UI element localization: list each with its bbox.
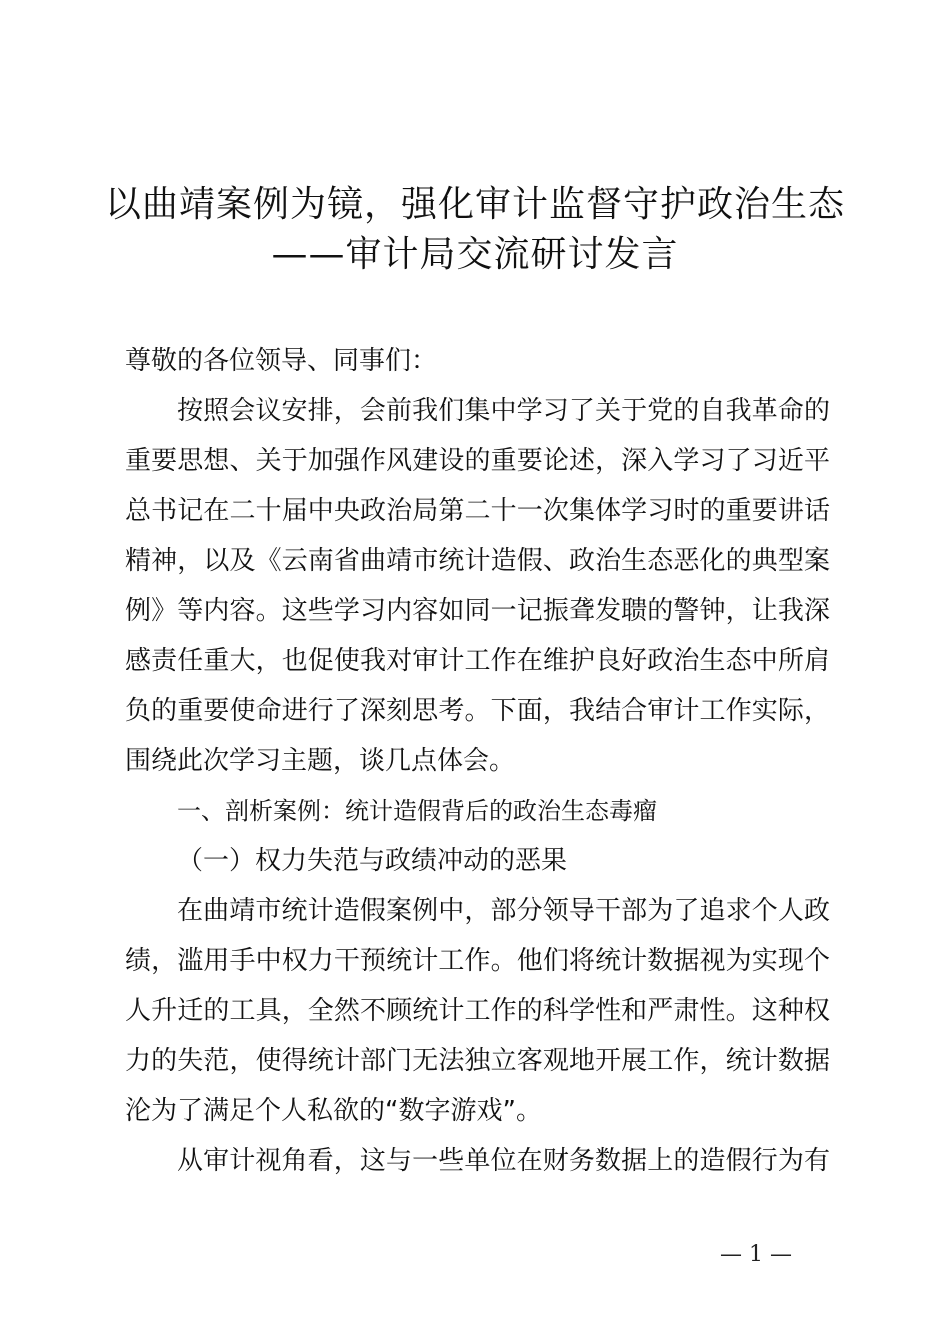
section-heading: 一、剖析案例：统计造假背后的政治生态毒瘤 — [177, 797, 657, 825]
subsection-heading: （一）权力失范与政绩冲动的恶果 — [177, 846, 568, 876]
paragraph-line: 按照会议安排，会前我们集中学习了关于党的自我革命的 — [177, 396, 830, 426]
paragraph-line: 总书记在二十届中央政治局第二十一次集体学习时的重要讲话 — [125, 496, 830, 526]
paragraph-line: 例》等内容。这些学习内容如同一记振聋发聩的警钟，让我深 — [125, 596, 830, 626]
paragraph-line: 绩，滥用手中权力干预统计工作。他们将统计数据视为实现个 — [125, 946, 830, 976]
title-main: 以曲靖案例为镜，强化审计监督守护政治生态 — [104, 184, 845, 225]
audit-paragraph — [125, 1136, 830, 1186]
document-body — [125, 336, 830, 1186]
paragraph-line: 人升迁的工具，全然不顾统计工作的科学性和严肃性。这种权 — [125, 996, 830, 1026]
page-number: — 1 — — [720, 1242, 792, 1267]
paragraph-line: 重要思想、关于加强作风建设的重要论述，深入学习了习近平 — [125, 446, 830, 476]
intro-paragraph — [125, 386, 830, 786]
paragraph-line: 沦为了满足个人私欲的“数字游戏”。 — [125, 1096, 542, 1126]
paragraph-line: 力的失范，使得统计部门无法独立客观地开展工作，统计数据 — [125, 1046, 830, 1076]
paragraph-line: 感责任重大，也促使我对审计工作在维护良好政治生态中所肩 — [125, 646, 830, 676]
paragraph-line: 围绕此次学习主题，谈几点体会。 — [125, 746, 516, 776]
title-subtitle: ——审计局交流研讨发言 — [271, 234, 679, 275]
document-title — [0, 180, 950, 280]
paragraph-line: 从审计视角看，这与一些单位在财务数据上的造假行为有 — [177, 1146, 830, 1176]
paragraph-line: 负的重要使命进行了深刻思考。下面，我结合审计工作实际， — [125, 696, 830, 726]
paragraph-line: 精神，以及《云南省曲靖市统计造假、政治生态恶化的典型案 — [125, 546, 830, 576]
greeting: 尊敬的各位领导、同事们： — [125, 346, 438, 376]
paragraph-line: 在曲靖市统计造假案例中，部分领导干部为了追求个人政 — [177, 896, 830, 926]
case-paragraph — [125, 886, 830, 1136]
